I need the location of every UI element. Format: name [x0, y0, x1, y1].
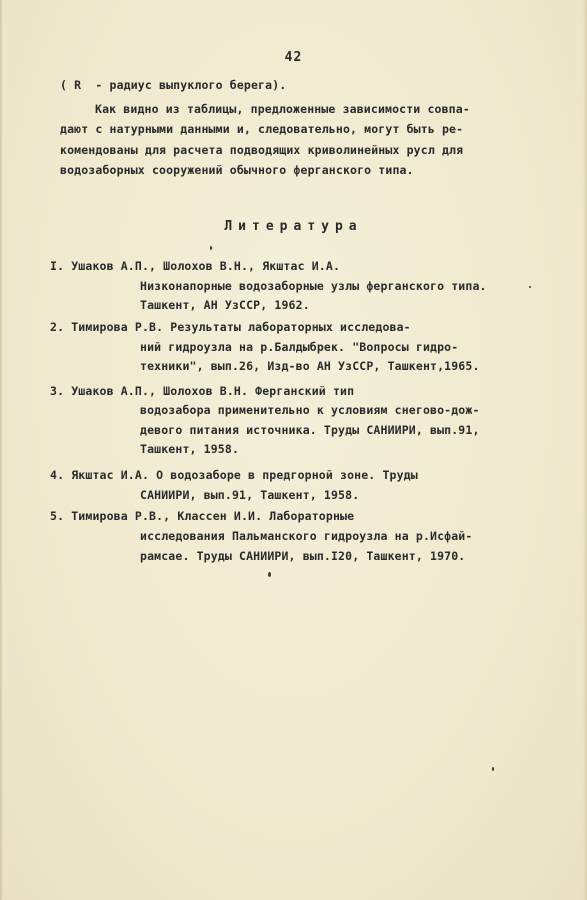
page-number: 42	[284, 50, 303, 65]
ink-speck	[210, 246, 212, 250]
reference-5-authors: 5. Тимирова Р.В., Классен И.И. Лабораторные	[50, 509, 355, 523]
reference-3-publisher: Ташкент, 1958.	[140, 442, 240, 456]
page-edge-shadow	[583, 0, 587, 900]
page-edge-shadow	[0, 0, 3, 900]
paragraph-line: дают с натурными данными и, следовательно, могут быть ре-	[60, 122, 464, 136]
reference-4-publisher: САНИИРИ, вып.91, Ташкент, 1958.	[140, 488, 360, 502]
reference-3-title: водозабора применительно к условиям снегово-дож-	[140, 403, 480, 417]
reference-5-title: исследования Пальманского гидроузла на р.Исфай-	[140, 529, 473, 543]
reference-4-authors: 4. Якштас И.А. О водозаборе в предгорной зоне. Труды	[50, 468, 418, 482]
reference-3-authors: 3. Ушаков А.П., Шолохов В.Н. Ферганский тип	[50, 384, 355, 398]
reference-2-title: ний гидроузла на р.Балдыбрек. "Вопросы гидро-	[140, 340, 459, 354]
ink-speck	[492, 767, 494, 771]
paragraph-line: водозаборных сооружений обычного ферганского типа.	[60, 163, 414, 177]
reference-2-publisher: техники", вып.26, Изд-во АН УзССР, Ташкент,1965.	[140, 359, 480, 373]
reference-1-title: Низконапорные водозаборные узлы ферганского типа.	[140, 279, 487, 293]
paragraph-line: комендованы для расчета подводящих криволинейных русл для	[60, 143, 464, 157]
radius-note: ( R - радиус выпуклого берега).	[60, 78, 287, 92]
reference-1-publisher: Ташкент, АН УзССР, 1962.	[140, 298, 310, 312]
reference-5-publisher: рамсае. Труды САНИИРИ, вып.I20, Ташкент, 1970.	[140, 549, 466, 563]
paragraph-line: Как видно из таблицы, предложенные зависимости совпа-	[95, 102, 470, 116]
reference-2-authors: 2. Тимирова Р.В. Результаты лабораторных исследова-	[50, 320, 411, 334]
ink-speck	[268, 572, 271, 577]
reference-3-title-cont: девого питания источника. Труды САНИИРИ, вып.91,	[140, 423, 480, 437]
ink-speck	[529, 286, 531, 288]
reference-1-authors: I. Ушаков А.П., Шолохов В.Н., Якштас И.А.	[50, 259, 341, 273]
references-heading: Литература	[224, 219, 363, 234]
